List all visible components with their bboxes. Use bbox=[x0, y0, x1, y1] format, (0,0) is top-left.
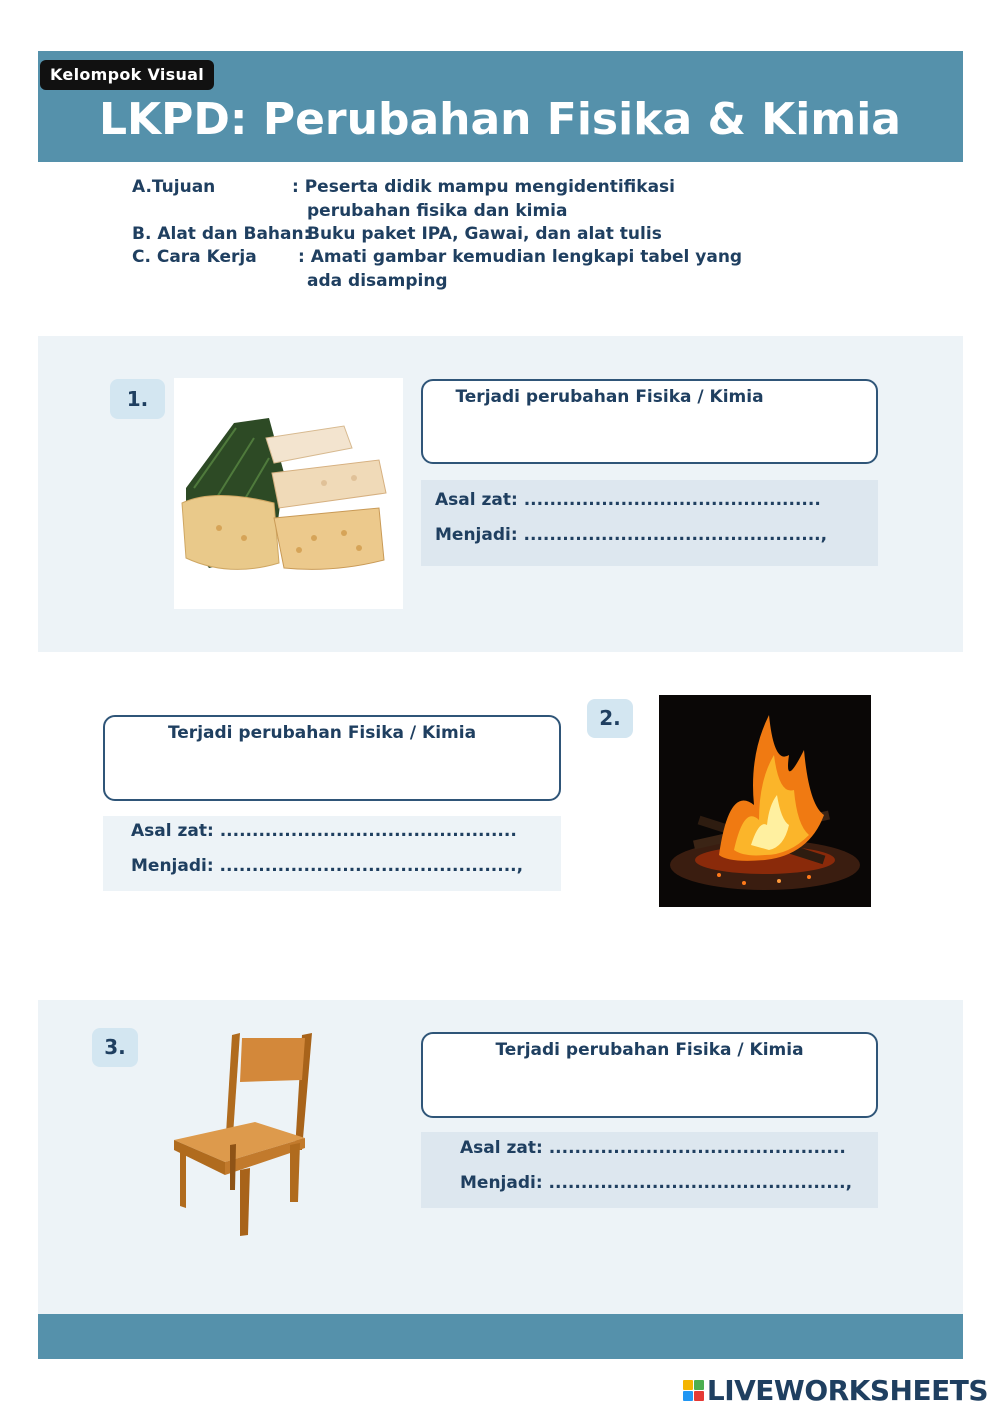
tujuan-label: A.Tujuan bbox=[132, 177, 216, 197]
tempe-icon bbox=[174, 378, 403, 609]
campfire-icon bbox=[659, 695, 871, 907]
footer-bar bbox=[38, 1314, 963, 1359]
tujuan-text-cont: perubahan fisika dan kimia bbox=[307, 201, 568, 221]
item-3-fields bbox=[421, 1132, 878, 1208]
item-3-question: Terjadi perubahan Fisika / Kimia bbox=[495, 1040, 804, 1060]
item-3-answer-box[interactable] bbox=[421, 1032, 878, 1118]
item-2-number: 2. bbox=[587, 699, 633, 738]
brand-name: LIVEWORKSHEETS bbox=[706, 1374, 988, 1407]
tujuan-text: : Peserta didik mampu mengidentifikasi bbox=[292, 177, 675, 197]
item-3-asal-field[interactable]: Asal zat: .............................................. bbox=[460, 1138, 846, 1158]
brand-logo[interactable] bbox=[683, 1374, 988, 1407]
cara-text: : Amati gambar kemudian lengkapi tabel yang bbox=[298, 247, 743, 267]
group-tag: Kelompok Visual bbox=[40, 60, 214, 90]
item-2-fields bbox=[103, 816, 561, 891]
item-2-question: Terjadi perubahan Fisika / Kimia bbox=[167, 723, 477, 743]
cara-label: C. Cara Kerja bbox=[132, 247, 257, 267]
liveworksheets-icon bbox=[683, 1380, 704, 1401]
item-1-menjadi-field[interactable]: Menjadi: .............................................., bbox=[435, 525, 828, 545]
alat-label: B. Alat dan Bahan: bbox=[132, 224, 311, 244]
item-1-asal-field[interactable]: Asal zat: .............................................. bbox=[435, 490, 821, 510]
item-1-question: Terjadi perubahan Fisika / Kimia bbox=[455, 387, 764, 407]
item-2-asal-field[interactable]: Asal zat: .............................................. bbox=[131, 821, 517, 841]
cara-text-cont: ada disamping bbox=[307, 271, 448, 291]
item-3-menjadi-field[interactable]: Menjadi: .............................................., bbox=[460, 1173, 853, 1193]
item-2-answer-box[interactable] bbox=[103, 715, 561, 801]
page-title: LKPD: Perubahan Fisika & Kimia bbox=[99, 94, 901, 145]
chair-icon bbox=[170, 1030, 320, 1240]
item-1-fields bbox=[421, 480, 878, 566]
alat-text: Buku paket IPA, Gawai, dan alat tulis bbox=[307, 224, 662, 244]
item-1-number: 1. bbox=[110, 379, 165, 419]
item-1-answer-box[interactable] bbox=[421, 379, 878, 464]
item-3-number: 3. bbox=[92, 1028, 138, 1067]
item-2-menjadi-field[interactable]: Menjadi: .............................................., bbox=[131, 856, 524, 876]
